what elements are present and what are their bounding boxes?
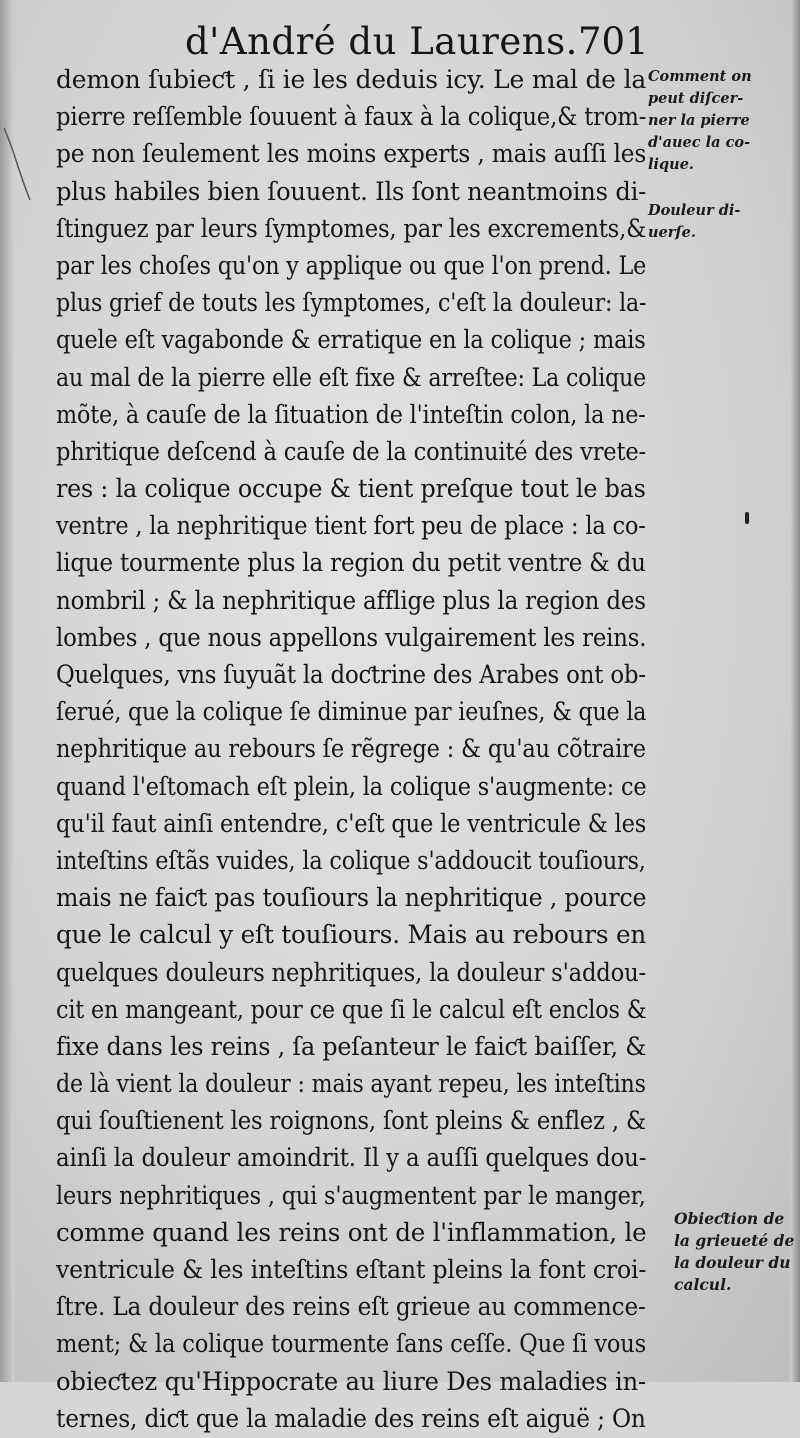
text-line: ventre , la nephritique tient fort peu de place : la co- — [56, 511, 646, 542]
text-line: cit en mangeant, pour ce que ſi le calcul eſt enclos & — [56, 994, 647, 1025]
text-line: ment; & la colique tourmente ſans ceſſe. Que ſi vous — [56, 1329, 647, 1360]
text-line: inteſtins eſtãs vuides, la colique s'addoucit touſiours, — [56, 845, 646, 876]
text-line: ainſi la douleur amoindrit. Il y a auſſi quelques dou- — [56, 1143, 647, 1174]
text-line: nephritique au rebours ſe rẽgrege : & qu'au cõtraire — [56, 734, 646, 765]
main-text-block — [56, 62, 656, 1438]
text-line: qui ſouſtienent les roignons, ſont pleins & enflez , & — [56, 1106, 646, 1137]
margin-note-objection — [674, 1208, 794, 1296]
text-line: ſerué, que la colique ſe diminue par ieuſnes, & que la — [56, 697, 647, 728]
text-line: plus habiles bien ſouuent. Ils ſont neantmoins di- — [56, 176, 647, 207]
margin-note-diverse-pain — [648, 200, 740, 244]
margin-note-line: peut diſcer- — [648, 90, 744, 107]
text-line: mais ne faiƈt pas touſiours la nephritique , pource — [56, 883, 647, 914]
text-line: ſtre. La douleur des reins eſt grieue au commence- — [56, 1292, 646, 1323]
margin-note-line: calcul. — [674, 1275, 732, 1294]
text-line: au mal de la pierre elle eſt fixe & arreſtee: La colique — [56, 362, 647, 393]
margin-note-line: Obieƈtion de — [674, 1209, 785, 1228]
page-margin-mark — [0, 120, 40, 210]
text-line: Quelques, vns ſuyuãt la doƈtrine des Arabes ont ob- — [56, 660, 646, 690]
margin-note-line: Douleur di- — [648, 202, 741, 219]
text-line: pe non ſeulement les moins experts , mais auſſi les — [56, 139, 647, 170]
text-line: leurs nephritiques , qui s'augmentent par le manger, — [56, 1180, 646, 1211]
text-line: qu'il faut ainſi entendre, c'eſt que le ventricule & les — [56, 808, 647, 839]
margin-note-line: d'auec la co- — [648, 134, 751, 151]
margin-note-line: la douleur du — [674, 1253, 791, 1272]
text-line: mõte, à cauſe de la ſituation de l'inteſtin colon, la ne- — [56, 399, 646, 430]
text-line: quand l'eſtomach eſt plein, la colique s'augmente: ce — [56, 771, 647, 802]
text-line: comme quand les reins ont de l'inflammation, le — [56, 1217, 647, 1248]
text-line: par les choſes qu'on y applique ou que l'on prend. Le — [56, 250, 647, 281]
margin-note-line: ner la pierre — [648, 112, 750, 129]
margin-note-line: la grieueté de — [674, 1231, 795, 1250]
running-head: d'André du Laurens. — [185, 20, 578, 63]
margin-note-line: Comment on — [648, 68, 752, 85]
margin-note-line: lique. — [648, 156, 694, 173]
text-line: res : la colique occupe & tient preſque tout le bas — [56, 474, 646, 505]
ink-speck — [745, 512, 749, 524]
text-line: plus grief de touts les ſymptomes, c'eſt la douleur: la- — [56, 288, 647, 319]
text-line: que le calcul y eſt touſiours. Mais au rebours en — [56, 920, 647, 951]
text-line: fixe dans les reins , ſa peſanteur le faiƈt baiſſer, & — [56, 1031, 647, 1062]
text-line: demon ſubieƈt , ſi ie les deduis icy. Le mal de la — [56, 65, 647, 95]
text-line: lique tourmente plus la region du petit ventre & du — [56, 548, 646, 579]
text-line: pierre reſſemble ſouuent à faux à la colique,& trom- — [56, 102, 647, 133]
margin-note-line: uerſe. — [648, 224, 696, 241]
text-line: phritique deſcend à cauſe de la continuité des vrete- — [56, 436, 646, 467]
page-right-edge-shadow — [790, 0, 800, 1382]
margin-note-distinguish-stone — [648, 66, 752, 176]
text-line: ternes, diƈt que la maladie des reins eſt aiguë ; On — [56, 1403, 646, 1434]
text-line: de là vient la douleur : mais ayant repeu, les inteſtins — [56, 1069, 646, 1100]
text-line: ventricule & les inteſtins eſtant pleins la font croi- — [56, 1255, 647, 1285]
text-line: quele eſt vagabonde & erratique en la colique ; mais — [56, 325, 646, 356]
text-line: nombril ; & la nephritique afflige plus la region des — [56, 585, 646, 616]
text-line: lombes , que nous appellons vulgairement les reins. — [56, 622, 647, 653]
text-line: quelques douleurs nephritiques, la douleur s'addou- — [56, 957, 646, 988]
text-line: ſtinguez par leurs ſymptomes, par les excrements,& — [56, 213, 647, 244]
page-number: 701 — [578, 20, 649, 63]
text-line: obieƈtez qu'Hippocrate au liure Des maladies in- — [56, 1366, 647, 1397]
